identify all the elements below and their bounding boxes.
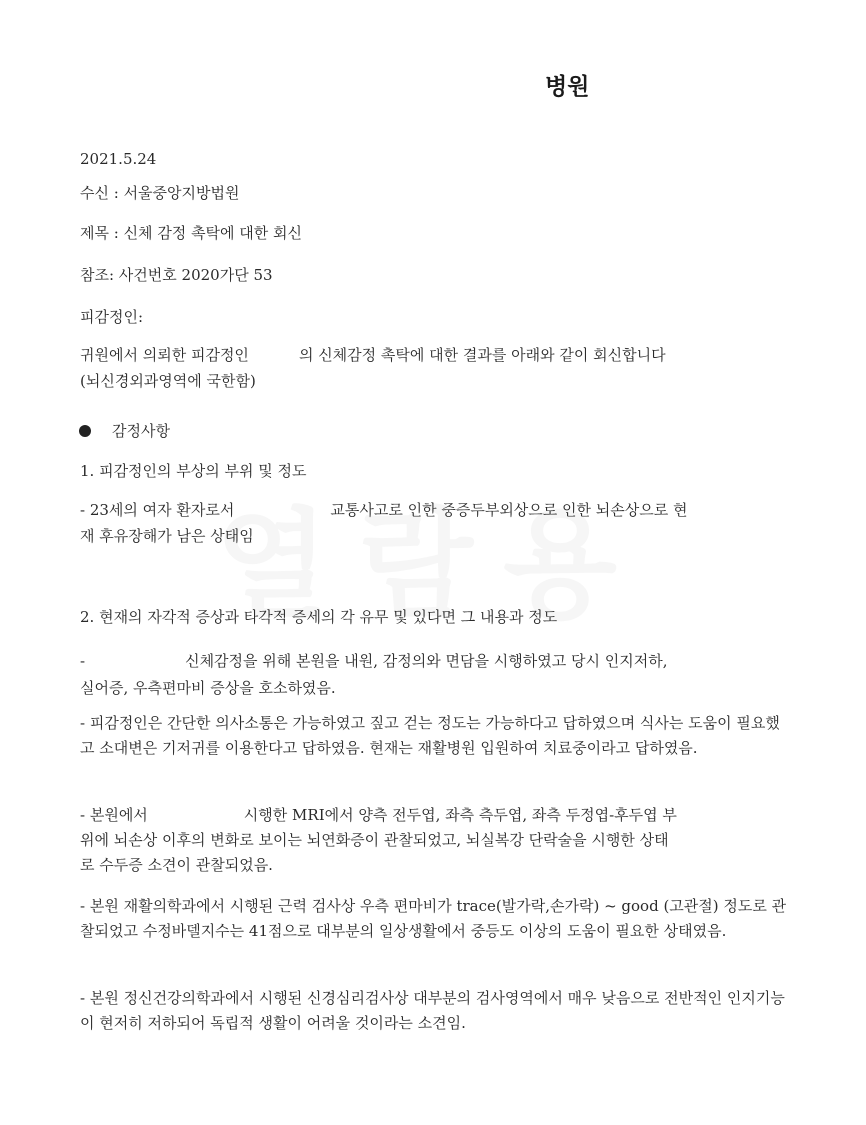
subject-line: 제목 : 신체 감정 촉탁에 대한 회신 xyxy=(80,224,303,242)
intro-text-a: 귀원에서 의뢰한 피감정인 xyxy=(80,346,249,364)
q1-text-b: 교통사고로 인한 중증두부외상으로 인한 뇌손상으로 현 xyxy=(330,501,688,519)
q2-p3-line-2: 위에 뇌손상 이후의 변화로 보이는 뇌연화증이 관찰되었고, 뇌실복강 단락술을 시행한 상태 xyxy=(80,831,669,849)
document-date: 2021.5.24 xyxy=(80,150,157,168)
q2-paragraph-5 xyxy=(80,986,790,1036)
bullet-icon xyxy=(79,425,91,437)
q1-heading: 1. 피감정인의 부상의 부위 및 정도 xyxy=(80,462,307,480)
hospital-title: 병원 xyxy=(545,74,590,100)
recipient-line: 수신 : 서울중앙지방법원 xyxy=(80,184,240,202)
intro-line-2: (뇌신경외과영역에 국한함) xyxy=(80,372,256,390)
q2-paragraph-4 xyxy=(80,894,790,944)
q2-heading: 2. 현재의 자각적 증상과 타각적 증세의 각 유무 및 있다면 그 내용과 정도 xyxy=(80,608,558,626)
intro-line-1 xyxy=(80,344,666,366)
q2-p2-text: - 피감정인은 간단한 의사소통은 가능하였고 짚고 걷는 정도는 가능하다고 답하였으며 식사는 도움이 필요했고 소대변은 기저귀를 이용한다고 답하였음. 현재는 재활병원 입원하여 치료중이라고 답하였음. xyxy=(80,714,780,757)
q2-p3-line-3: 로 수두증 소견이 관찰되었음. xyxy=(80,856,273,874)
q2-p5-text: - 본원 정신건강의학과에서 시행된 신경심리검사상 대부분의 검사영역에서 매우 낮음으로 전반적인 인지기능이 현저히 저하되어 독립적 생활이 어려울 것이라는 소견임. xyxy=(80,989,785,1032)
q1-line-1 xyxy=(80,499,688,521)
q2-paragraph-2 xyxy=(80,711,790,761)
section-heading: 감정사항 xyxy=(112,422,170,440)
examinee-line: 피감정인: xyxy=(80,308,144,326)
q1-text-a: - 23세의 여자 환자로서 xyxy=(80,501,235,519)
q2-p1-line-1 xyxy=(80,650,667,672)
q2-p1-line-2: 실어증, 우측편마비 증상을 호소하였음. xyxy=(80,679,336,697)
q2-p1-text-a: - xyxy=(80,652,86,670)
intro-text-b: 의 신체감정 촉탁에 대한 결과를 아래와 같이 회신합니다 xyxy=(298,346,666,364)
q2-p3-line-1 xyxy=(80,804,677,826)
q2-p3-text-a: - 본원에서 xyxy=(80,806,148,824)
q1-line-2: 재 후유장해가 남은 상태임 xyxy=(80,527,254,545)
q2-p1-text-b: 신체감정을 위해 본원을 내원, 감정의와 면담을 시행하였고 당시 인지저하, xyxy=(185,652,668,670)
q2-p4-text: - 본원 재활의학과에서 시행된 근력 검사상 우측 편마비가 trace(발가락,손가락) ~ good (고관절) 정도로 관찰되었고 수정바델지수는 41점으로 대부분의 일상생활에서 중등도 이상의 도움이 필요한 상태였음. xyxy=(80,897,787,940)
reference-line: 참조: 사건번호 2020가단 53 xyxy=(80,266,273,284)
q2-p3-text-b: 시행한 MRI에서 양측 전두엽, 좌측 측두엽, 좌측 두정엽-후두엽 부 xyxy=(243,806,677,824)
